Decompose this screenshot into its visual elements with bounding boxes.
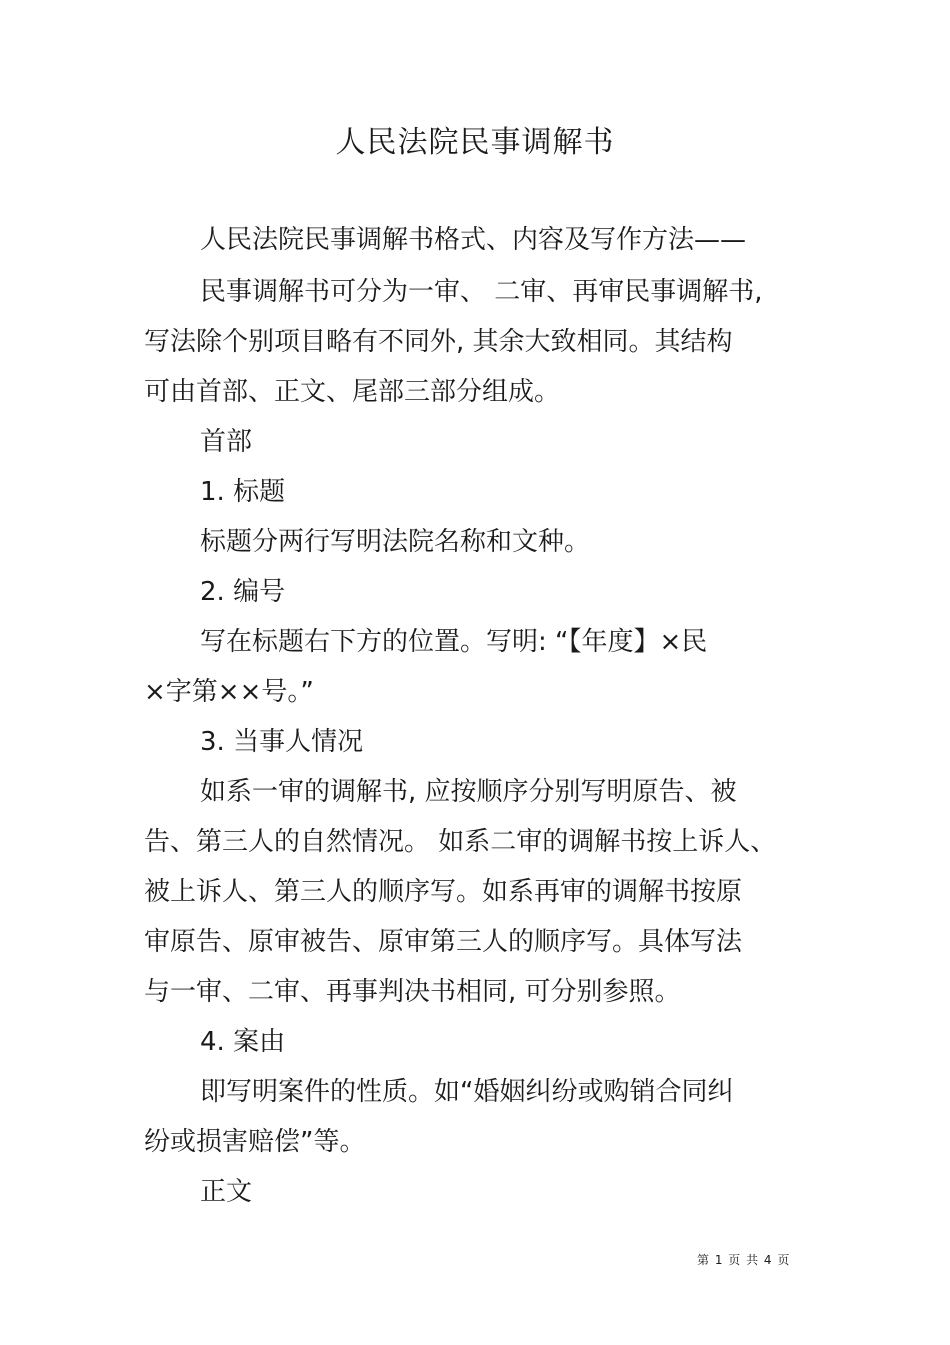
item-heading: 3. 当事人情况 <box>200 727 364 757</box>
item-heading: 1. 标题 <box>200 477 286 507</box>
paragraph-line: 被上诉人、第三人的顺序写。如系再审的调解书按原 <box>144 877 743 907</box>
paragraph-line: 如系一审的调解书, 应按顺序分别写明原告、被 <box>200 777 737 807</box>
section-heading: 首部 <box>200 427 253 457</box>
paragraph-line: ×字第××号。” <box>144 677 314 707</box>
document-title: 人民法院民事调解书 <box>335 125 615 160</box>
paragraph-line: 写法除个别项目略有不同外, 其余大致相同。其结构 <box>144 327 733 357</box>
intro-heading-line: 人民法院民事调解书格式、内容及写作方法—— <box>200 225 747 255</box>
paragraph-line: 民事调解书可分为一审、 二审、再审民事调解书, <box>200 277 763 307</box>
paragraph-line: 审原告、原审被告、原审第三人的顺序写。具体写法 <box>144 927 743 957</box>
item-heading: 2. 编号 <box>200 577 286 607</box>
paragraph-line: 纷或损害赔偿”等。 <box>144 1127 366 1157</box>
paragraph-line: 写在标题右下方的位置。写明: “【年度】×民 <box>200 627 708 657</box>
paragraph-line: 可由首部、正文、尾部三部分组成。 <box>144 377 561 407</box>
paragraph-line: 告、第三人的自然情况。 如系二审的调解书按上诉人、 <box>144 827 777 857</box>
paragraph-line: 与一审、二审、再事判决书相同, 可分别参照。 <box>144 977 681 1007</box>
item-heading: 4. 案由 <box>200 1027 286 1057</box>
paragraph-line: 标题分两行写明法院名称和文种。 <box>200 527 591 557</box>
page-number-footer: 第 1 页 共 4 页 <box>697 1253 791 1267</box>
section-heading: 正文 <box>200 1177 253 1207</box>
paragraph-line: 即写明案件的性质。如“婚姻纠纷或购销合同纠 <box>200 1077 734 1107</box>
